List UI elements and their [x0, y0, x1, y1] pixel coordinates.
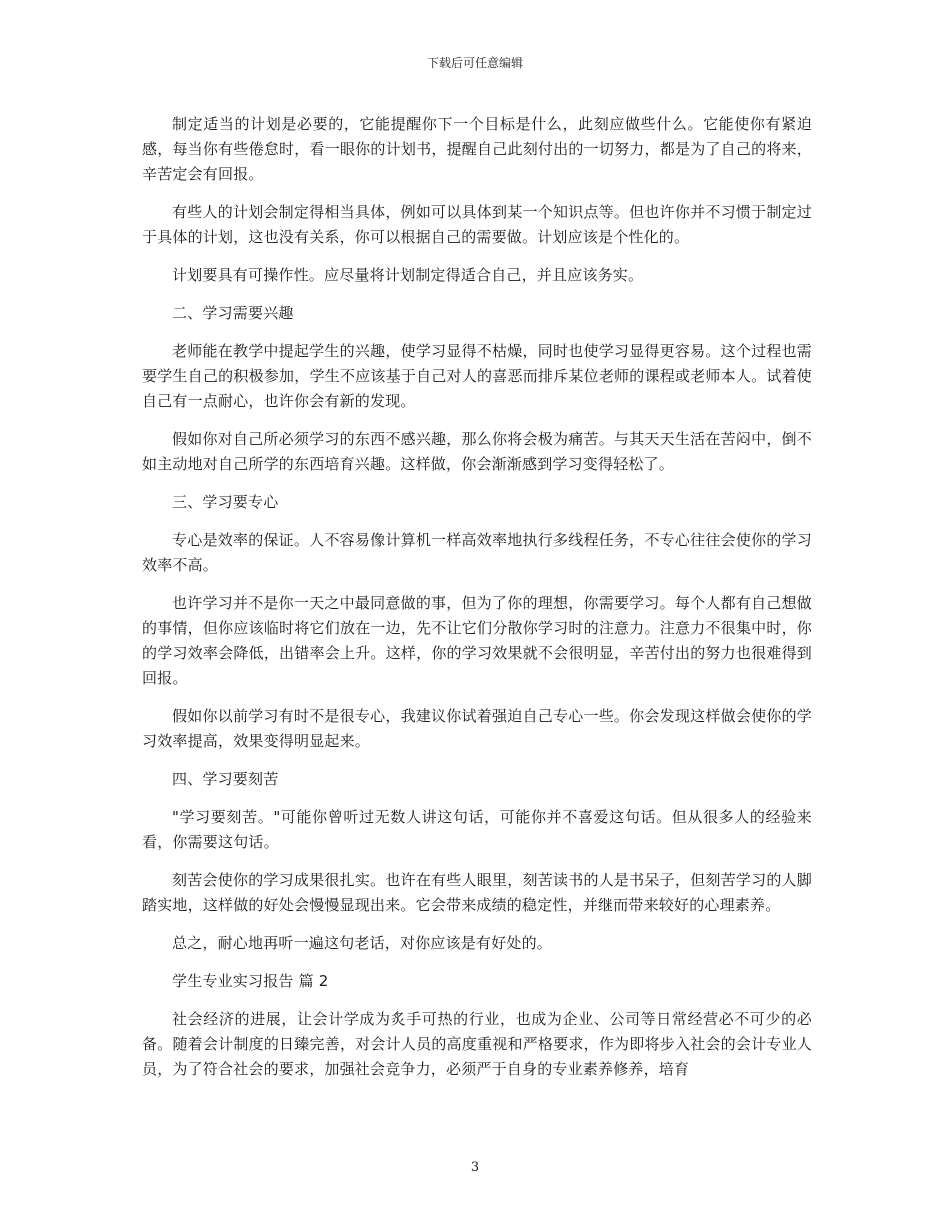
body-paragraph: 专心是效率的保证。人不容易像计算机一样高效率地执行多线程任务，不专心往往会使你的学习效率不高。 — [142, 531, 812, 574]
header-note: 下载后可任意编辑 — [426, 56, 523, 70]
document-body — [142, 112, 812, 1095]
section-heading: 三、学习要专心 — [172, 493, 279, 511]
body-paragraph: 社会经济的进展，让会计学成为炙手可热的行业，也成为企业、公司等日常经营必不可少的必备。随着会计制度的日臻完善，对会计人员的高度重视和严格要求，作为即将步入社会的会计专业人员，为了符合社会的要求，加强社会竞争力，必须严于自身的专业素养修养，培育 — [142, 1010, 812, 1078]
body-paragraph: 假如你对自己所必须学习的东西不感兴趣，那么你将会极为痛苦。与其天天生活在苦闷中，倒不如主动地对自己所学的东西培育兴趣。这样做，你会渐渐感到学习变得轻松了。 — [142, 430, 812, 473]
section-heading: 二、学习需要兴趣 — [172, 304, 294, 322]
body-paragraph: 总之，耐心地再听一遍这句老话，对你应该是有好处的。 — [172, 934, 553, 952]
body-paragraph: 假如你以前学习有时不是很专心，我建议你试着强迫自己专心一些。你会发现这样做会使你的学习效率提高，效果变得明显起来。 — [142, 707, 812, 750]
body-paragraph: 有些人的计划会制定得相当具体，例如可以具体到某一个知识点等。但也许你并不习惯于制定过于具体的计划，这也没有关系，你可以根据自己的需要做。计划应该是个性化的。 — [142, 203, 812, 246]
body-paragraph: 也许学习并不是你一天之中最同意做的事，但为了你的理想，你需要学习。每个人都有自己想做的事情，但你应该临时将它们放在一边，先不让它们分散你学习时的注意力。注意力不很集中时，你的学习效率会降低，出错率会上升。这样，你的学习效果就不会很明显，辛苦付出的努力也很难得到回报。 — [142, 594, 812, 687]
body-paragraph: 制定适当的计划是必要的，它能提醒你下一个目标是什么，此刻应做些什么。它能使你有紧迫感，每当你有些倦怠时，看一眼你的计划书，提醒自己此刻付出的一切努力，都是为了自己的将来，辛苦定会有回报。 — [142, 115, 812, 183]
section-heading: 四、学习要刻苦 — [172, 770, 279, 788]
body-paragraph: 刻苦会使你的学习成果很扎实。也许在有些人眼里，刻苦读书的人是书呆子，但刻苦学习的人脚踏实地，这样做的好处会慢慢显现出来。它会带来成绩的稳定性，并继而带来较好的心理素养。 — [142, 871, 812, 914]
body-paragraph: "学习要刻苦。"可能你曾听过无数人讲这句话，可能你并不喜爱这句话。但从很多人的经验来看，你需要这句话。 — [142, 808, 812, 851]
section-title: 学生专业实习报告 篇 2 — [172, 972, 329, 990]
body-paragraph: 老师能在教学中提起学生的兴趣，使学习显得不枯燥，同时也使学习显得更容易。这个过程也需要学生自己的积极参加，学生不应该基于自己对人的喜恶而排斥某位老师的课程或老师本人。试着使自己有一点耐心，也许你会有新的发现。 — [142, 342, 812, 410]
page-number: 3 — [470, 1160, 480, 1175]
body-paragraph: 计划要具有可操作性。应尽量将计划制定得适合自己，并且应该务实。 — [172, 266, 644, 284]
